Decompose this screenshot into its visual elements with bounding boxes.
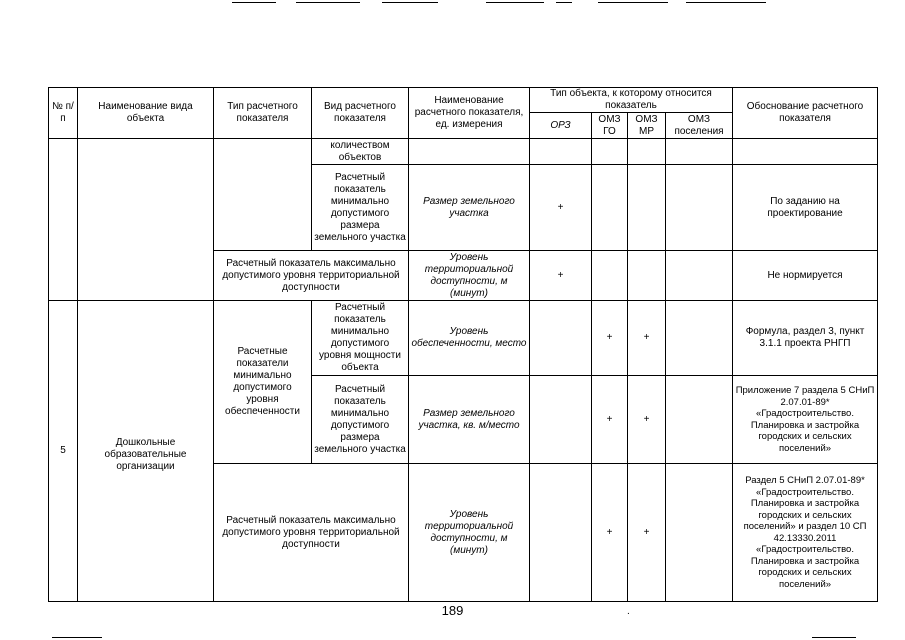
- header-omz-pos: ОМЗ поселения: [666, 113, 733, 139]
- cell-pos: [666, 139, 733, 165]
- top-edge-line: [232, 2, 276, 3]
- cell-type-merged: Расчетный показатель максимально допустимого уровня территориальной доступности: [214, 251, 409, 301]
- header-indicator-name: Наименование расчетного показателя, ед. измерения: [409, 88, 530, 139]
- cell-basis: Приложение 7 раздела 5 СНиП 2.07.01-89* «Градостроительство. Планировка и застройка городских и сельских поселений»: [733, 376, 878, 464]
- cell-basis: [733, 139, 878, 165]
- cell-orz: [530, 139, 592, 165]
- top-edge-line: [486, 2, 544, 3]
- cell-go: +: [592, 376, 628, 464]
- cell-mr: +: [628, 464, 666, 602]
- top-edge-line: [556, 2, 572, 3]
- cell-name: Уровень обеспеченности, место: [409, 301, 530, 376]
- cell-pos: [666, 376, 733, 464]
- cell-name: [409, 139, 530, 165]
- cell-kind: Расчетный показатель минимально допустимого размера земельного участка: [312, 376, 409, 464]
- cell-go: [592, 165, 628, 251]
- cell-basis: Не нормируется: [733, 251, 878, 301]
- cell-kind: Расчетный показатель минимально допустимого уровня мощности объекта: [312, 301, 409, 376]
- cell-orz: [530, 464, 592, 602]
- cell-pos: [666, 301, 733, 376]
- cell-mr: [628, 139, 666, 165]
- normatives-table: [48, 87, 878, 602]
- top-edge-line: [296, 2, 360, 3]
- cell-orz: [530, 376, 592, 464]
- header-object-kind-group: Тип объекта, к которому относится показатель: [530, 88, 733, 113]
- top-edge-line: [686, 2, 766, 3]
- cell-name: Размер земельного участка: [409, 165, 530, 251]
- cell-num: 5: [49, 301, 78, 602]
- header-row: [49, 88, 878, 113]
- cell-basis: По заданию на проектирование: [733, 165, 878, 251]
- cell-go: +: [592, 301, 628, 376]
- cell-mr: [628, 165, 666, 251]
- top-edge-line: [598, 2, 668, 3]
- cell-pos: [666, 464, 733, 602]
- table-row: [49, 139, 878, 165]
- cell-object: [78, 139, 214, 301]
- cell-mr: +: [628, 301, 666, 376]
- bottom-edge-line: [812, 637, 856, 638]
- cell-go: [592, 139, 628, 165]
- header-num: № п/п: [49, 88, 78, 139]
- cell-num: [49, 139, 78, 301]
- cell-orz: +: [530, 251, 592, 301]
- cell-name: Уровень территориальной доступности, м (минут): [409, 464, 530, 602]
- cell-kind: Расчетный показатель минимально допустимого размера земельного участка: [312, 165, 409, 251]
- cell-pos: [666, 165, 733, 251]
- header-omz-mr: ОМЗ МР: [628, 113, 666, 139]
- scan-mark: .: [627, 606, 630, 617]
- cell-pos: [666, 251, 733, 301]
- header-indicator-type: Тип расчетного показателя: [214, 88, 312, 139]
- cell-name: Размер земельного участка, кв. м/место: [409, 376, 530, 464]
- cell-type-merged: Расчетный показатель максимально допустимого уровня территориальной доступности: [214, 464, 409, 602]
- header-basis: Обоснование расчетного показателя: [733, 88, 878, 139]
- cell-kind: количеством объектов: [312, 139, 409, 165]
- bottom-edge-line: [52, 637, 102, 638]
- page-number: 189: [441, 603, 464, 618]
- header-omz-go: ОМЗ ГО: [592, 113, 628, 139]
- header-object-type: Наименование вида объекта: [78, 88, 214, 139]
- header-orz: ОРЗ: [530, 113, 592, 139]
- top-edge-line: [382, 2, 438, 3]
- cell-orz: [530, 301, 592, 376]
- cell-type: Расчетные показатели минимально допустимого уровня обеспеченности: [214, 301, 312, 464]
- cell-type: [214, 139, 312, 251]
- table-row: [49, 301, 878, 376]
- cell-mr: +: [628, 376, 666, 464]
- header-indicator-kind: Вид расчетного показателя: [312, 88, 409, 139]
- cell-go: +: [592, 464, 628, 602]
- cell-object: Дошкольные образовательные организации: [78, 301, 214, 602]
- cell-basis: Формула, раздел 3, пункт 3.1.1 проекта РНГП: [733, 301, 878, 376]
- cell-orz: +: [530, 165, 592, 251]
- cell-name: Уровень территориальной доступности, м (минут): [409, 251, 530, 301]
- cell-basis: Раздел 5 СНиП 2.07.01-89* «Градостроительство. Планировка и застройка городских и сельских поселений» и раздел 10 СП 42.13330.2011 «Градостроительство. Планировка и застройка городских и сельских поселений»: [733, 464, 878, 602]
- cell-mr: [628, 251, 666, 301]
- cell-go: [592, 251, 628, 301]
